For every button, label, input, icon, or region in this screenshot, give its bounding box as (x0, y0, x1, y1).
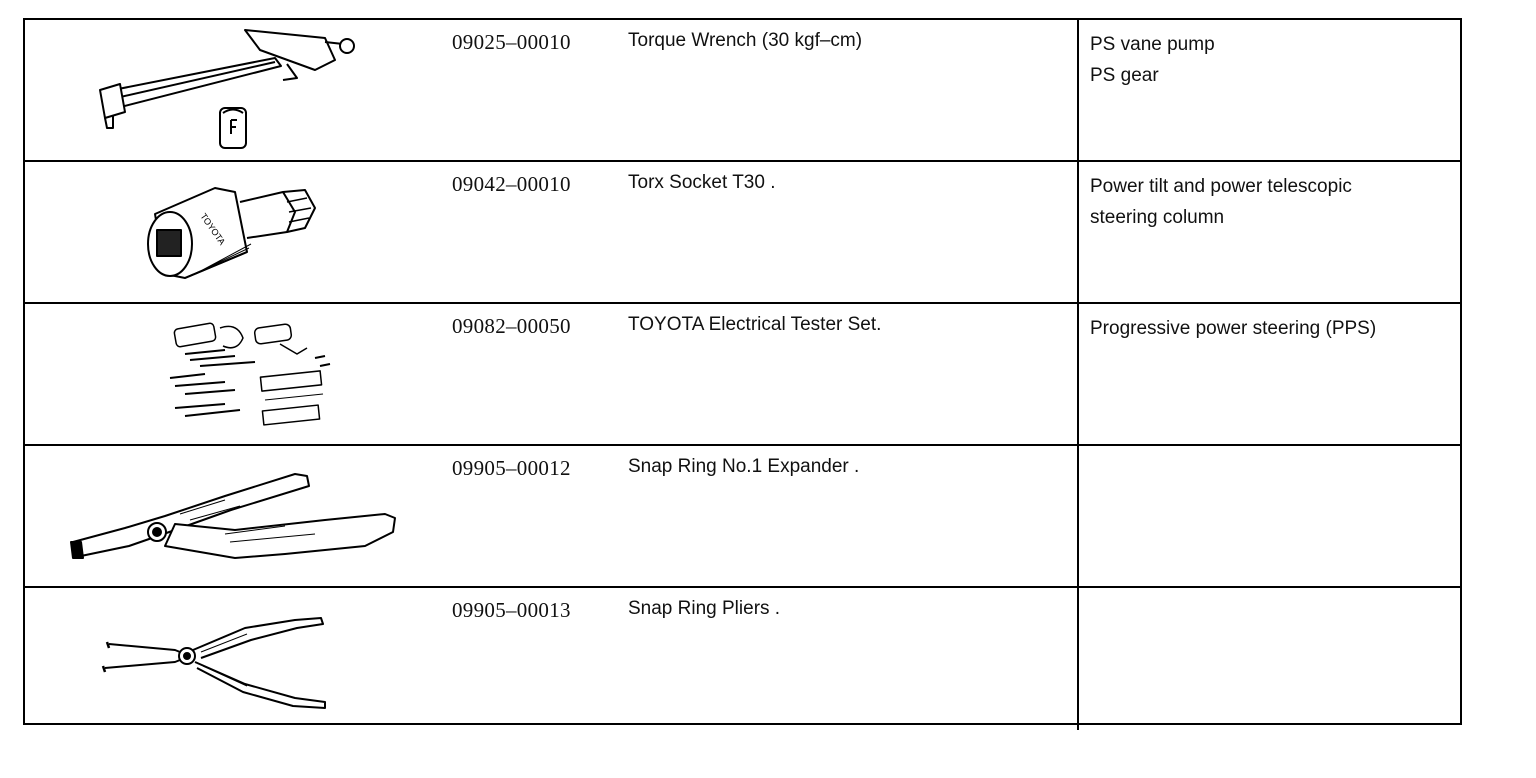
electrical-tester-set-icon (25, 304, 445, 444)
usage-cell (1090, 313, 1450, 344)
usage-line: Power tilt and power telescopic (1090, 176, 1352, 197)
column-divider (1077, 20, 1079, 160)
torx-socket-icon (25, 162, 445, 302)
column-divider (1077, 162, 1079, 302)
snap-ring-pliers-icon (25, 588, 445, 728)
table-row (25, 446, 1460, 588)
usage-line: PS vane pump (1090, 34, 1215, 55)
socket-marking: TOYOTA (198, 211, 228, 247)
table-row (25, 20, 1460, 162)
usage-line: PS gear (1090, 65, 1159, 86)
part-number: 09082–00050 (452, 314, 571, 338)
usage-cell (1090, 171, 1450, 233)
part-number: 09042–00010 (452, 172, 571, 196)
column-divider (1077, 588, 1079, 730)
usage-cell (1090, 29, 1450, 91)
part-name: Snap Ring No.1 Expander . (628, 456, 860, 477)
snap-ring-expander-icon (25, 446, 445, 586)
column-divider (1077, 446, 1079, 586)
part-name: TOYOTA Electrical Tester Set. (628, 314, 882, 335)
part-number: 09905–00013 (452, 598, 571, 622)
column-divider (1077, 304, 1079, 444)
table-row (25, 162, 1460, 304)
part-number: 09905–00012 (452, 456, 571, 480)
part-name: Torque Wrench (30 kgf–cm) (628, 30, 863, 51)
part-name: Snap Ring Pliers . (628, 598, 781, 619)
table-row (25, 588, 1460, 730)
part-number: 09025–00010 (452, 30, 571, 54)
part-name: Torx Socket T30 . (628, 172, 776, 193)
usage-line: steering column (1090, 207, 1225, 228)
special-service-tools-table (23, 18, 1462, 725)
usage-line: Progressive power steering (PPS) (1090, 318, 1377, 339)
torque-wrench-icon (25, 20, 445, 160)
table-row (25, 304, 1460, 446)
